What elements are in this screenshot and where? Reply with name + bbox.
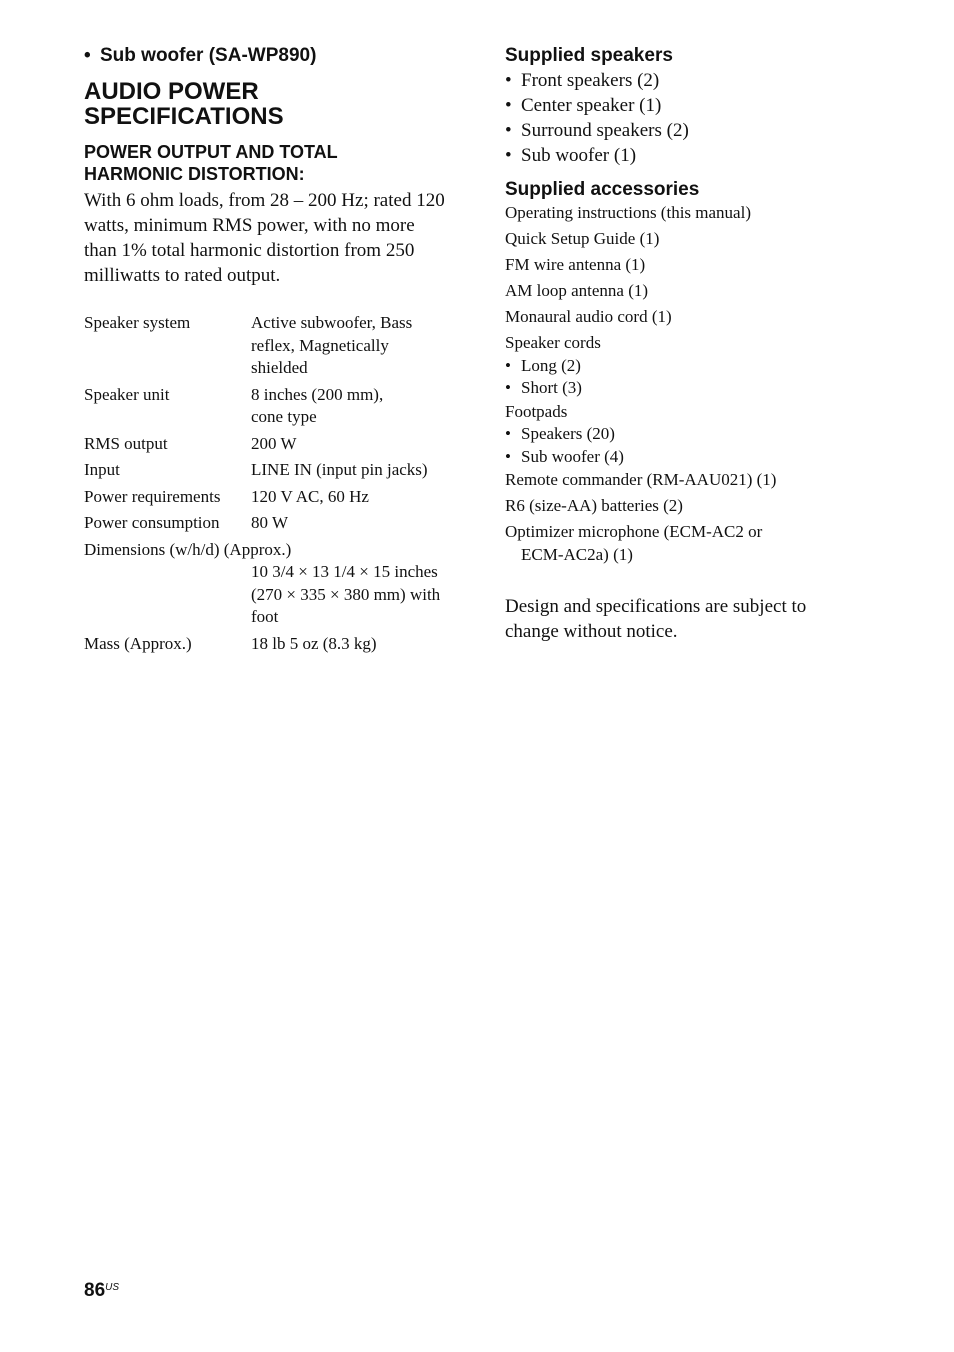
- spec-row: [84, 633, 466, 656]
- dimensions-value: [251, 561, 469, 629]
- left-column: [84, 44, 469, 655]
- spec-value-line: LINE IN (input pin jacks): [251, 460, 428, 479]
- bullet: •: [505, 145, 512, 166]
- bullet: •: [84, 45, 91, 66]
- speakers-list: [505, 68, 865, 168]
- spec-row: [84, 482, 466, 509]
- spec-label: RMS output: [84, 433, 168, 453]
- dimensions-value-line: (270 × 335 × 380 mm) with: [251, 584, 441, 604]
- note-line: change without notice.: [505, 621, 678, 642]
- list-item-text: Surround speakers (2): [521, 120, 689, 141]
- accessory-item-line: ECM-AC2a) (1): [521, 544, 633, 564]
- bullet: •: [505, 120, 512, 141]
- note-line: Design and specifications are subject to: [505, 596, 807, 617]
- dimensions-label: Dimensions (w/h/d) (Approx.): [84, 539, 292, 559]
- spec-label: Speaker unit: [84, 384, 170, 404]
- spec-label: Power requirements: [84, 486, 221, 506]
- paragraph-line: milliwatts to rated output.: [84, 265, 281, 286]
- list-item: [505, 68, 865, 93]
- page-number-suffix: US: [105, 1282, 120, 1293]
- subsection-title: [84, 141, 469, 185]
- accessory-item: AM loop antenna (1): [505, 281, 649, 300]
- spec-value-line: reflex, Magnetically: [251, 335, 389, 355]
- supplied-accessories-heading: Supplied accessories: [505, 179, 700, 200]
- list-item-text: Long (2): [521, 355, 581, 375]
- list-item: [505, 377, 865, 400]
- accessory-item: [505, 521, 865, 566]
- subsection-title-line: HARMONIC DISTORTION:: [84, 164, 305, 184]
- spec-value-line: 8 inches (200 mm),: [251, 384, 384, 404]
- bullet: •: [505, 355, 511, 375]
- power-paragraph: [84, 188, 469, 288]
- list-item: [505, 93, 865, 118]
- spec-label: Input: [84, 460, 120, 479]
- list-item: [505, 143, 865, 168]
- page-number-value: 86: [84, 1280, 106, 1301]
- dimensions-value-line: 10 3/4 × 13 1/4 × 15 inches: [251, 562, 438, 581]
- spec-value: [251, 455, 466, 482]
- supplied-speakers-heading: Supplied speakers: [505, 45, 673, 66]
- spec-value: [251, 482, 466, 509]
- design-note: [505, 594, 865, 644]
- list-item: [505, 118, 865, 143]
- spec-row: [84, 312, 466, 380]
- spec-value-line: cone type: [251, 407, 317, 426]
- spec-value: [251, 429, 466, 456]
- accessory-item: Remote commander (RM-AAU021) (1): [505, 470, 777, 489]
- list-item-text: Sub woofer (1): [521, 145, 637, 166]
- subsection-title-line: POWER OUTPUT AND TOTAL: [84, 142, 338, 162]
- section-title: [84, 79, 469, 129]
- spec-value-line: shielded: [251, 358, 308, 377]
- list-item-text: Front speakers (2): [521, 70, 660, 91]
- spec-value: [251, 312, 466, 380]
- list-item: [505, 446, 865, 469]
- accessory-item: Operating instructions (this manual): [505, 203, 751, 222]
- speaker-cords-list: [505, 355, 865, 400]
- bullet: •: [505, 424, 511, 443]
- spec-row: [84, 380, 466, 429]
- accessory-item: Speaker cords: [505, 333, 601, 352]
- list-item-text: Center speaker (1): [521, 95, 662, 116]
- list-item-text: Speakers (20): [521, 424, 615, 443]
- spec-label: Power consumption: [84, 513, 220, 532]
- paragraph-line: With 6 ohm loads, from 28 – 200 Hz; rated 120: [84, 190, 445, 211]
- list-item-text: Short (3): [521, 378, 582, 397]
- spec-value-line: Active subwoofer, Bass: [251, 313, 413, 332]
- right-column: [505, 44, 865, 644]
- bullet: •: [505, 70, 512, 91]
- dimensions-value-line: foot: [251, 607, 279, 626]
- spec-row: [84, 429, 466, 456]
- bullet: •: [505, 446, 511, 466]
- spec-value: [251, 508, 466, 535]
- bullet: •: [505, 378, 511, 397]
- bullet: •: [505, 95, 512, 116]
- spec-value: [251, 380, 466, 429]
- accessory-item: R6 (size-AA) batteries (2): [505, 496, 683, 515]
- list-item: [505, 423, 865, 446]
- section-title-line: AUDIO POWER: [84, 78, 259, 105]
- list-item-text: Sub woofer (4): [521, 446, 624, 466]
- accessory-item: Quick Setup Guide (1): [505, 229, 660, 248]
- page-number: [84, 1280, 119, 1302]
- spec-value: 18 lb 5 oz (8.3 kg): [251, 633, 377, 653]
- spec-row: [84, 508, 466, 535]
- spec-row: [84, 455, 466, 482]
- list-item: [505, 355, 865, 378]
- spec-value-line: 80 W: [251, 513, 288, 532]
- subwoofer-heading: [84, 44, 469, 68]
- spec-label: Speaker system: [84, 313, 191, 332]
- spec-value-line: 200 W: [251, 433, 297, 453]
- section-title-line: SPECIFICATIONS: [84, 103, 284, 130]
- subwoofer-heading-text: Sub woofer (SA-WP890): [100, 45, 317, 66]
- paragraph-line: watts, minimum RMS power, with no more: [84, 215, 415, 236]
- accessory-item: FM wire antenna (1): [505, 255, 646, 274]
- mass-table: [84, 633, 466, 656]
- accessory-item-line: Optimizer microphone (ECM-AC2 or: [505, 522, 763, 541]
- spec-value-line: 120 V AC, 60 Hz: [251, 486, 369, 506]
- spec-label: Mass (Approx.): [84, 633, 192, 653]
- accessory-item: Footpads: [505, 401, 568, 421]
- paragraph-line: than 1% total harmonic distortion from 250: [84, 240, 415, 261]
- footpads-list: [505, 423, 865, 468]
- spec-table: [84, 312, 466, 535]
- accessory-item: Monaural audio cord (1): [505, 307, 672, 326]
